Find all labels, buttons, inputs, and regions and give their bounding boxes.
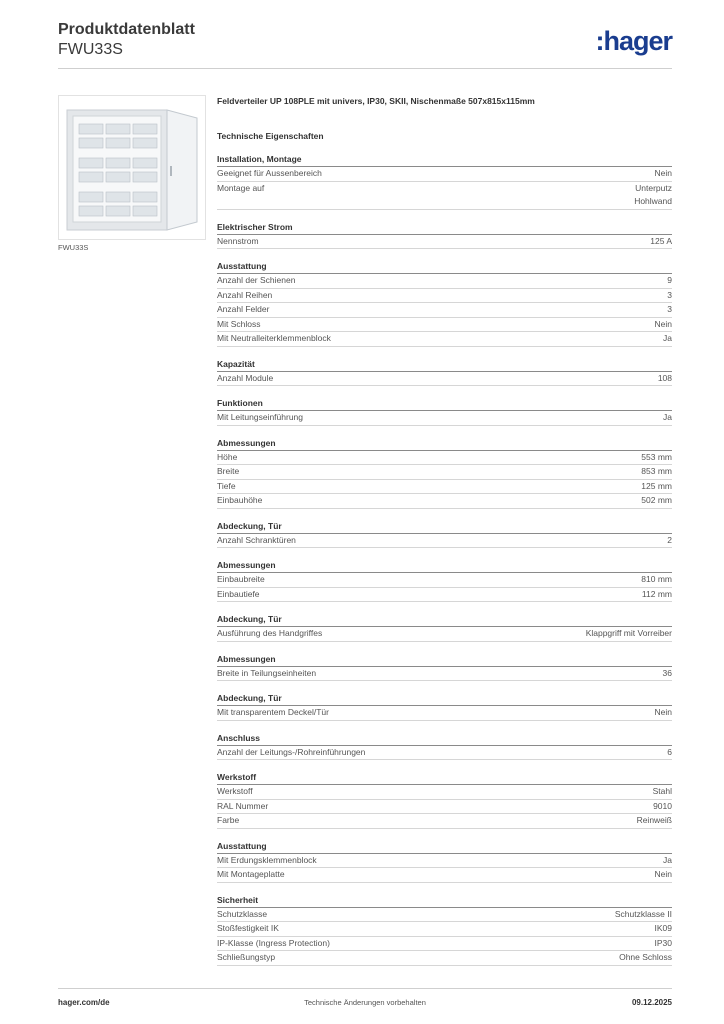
property-section <box>217 894 672 966</box>
property-value: 125 A <box>650 235 672 246</box>
document-title: Produktdatenblatt <box>58 21 195 38</box>
property-row <box>217 372 672 387</box>
property-value: IP30 <box>654 937 672 948</box>
property-value: Klappgriff mit Vorreiber <box>585 628 672 638</box>
property-label: RAL Nummer <box>217 800 269 811</box>
property-value: Schutzklasse II <box>614 908 672 919</box>
property-row <box>217 494 672 509</box>
property-section <box>217 613 672 642</box>
property-value: 125 mm <box>641 480 672 491</box>
property-row <box>217 534 672 549</box>
property-value: 853 mm <box>641 466 672 476</box>
property-row <box>217 785 672 800</box>
footer-date: 09.12.2025 <box>631 998 672 1007</box>
property-label: Breite in Teilungseinheiten <box>217 667 317 678</box>
section-title: Ausstattung <box>217 260 672 274</box>
property-label: Nennstrom <box>217 235 259 246</box>
property-label: Werkstoff <box>217 786 253 796</box>
property-value: Nein <box>654 318 672 329</box>
section-title: Funktionen <box>217 397 672 411</box>
property-label: Anzahl Felder <box>217 304 270 314</box>
footer-website: hager.com/de <box>58 998 110 1007</box>
property-value: Reinweiß <box>636 815 672 825</box>
property-value: 9010 <box>653 800 672 811</box>
property-row <box>217 303 672 318</box>
property-row <box>217 411 672 426</box>
product-details <box>217 95 672 977</box>
property-value: Ja <box>663 333 672 343</box>
property-value: IK09 <box>654 923 672 933</box>
property-section <box>217 559 672 602</box>
property-label: Anzahl Reihen <box>217 289 273 300</box>
property-value: 2 <box>667 534 672 545</box>
property-section <box>217 732 672 761</box>
property-row <box>217 289 672 304</box>
property-value: 553 mm <box>641 451 672 462</box>
property-row <box>217 922 672 937</box>
property-label: Anzahl Module <box>217 372 274 383</box>
property-row <box>217 937 672 952</box>
property-row <box>217 332 672 347</box>
property-section <box>217 221 672 250</box>
property-row <box>217 573 672 588</box>
property-label: Mit Neutralleiterklemmenblock <box>217 333 331 343</box>
section-title: Sicherheit <box>217 894 672 908</box>
properties-list <box>217 153 672 966</box>
property-label: Breite <box>217 466 240 476</box>
property-section <box>217 653 672 682</box>
section-title: Anschluss <box>217 732 672 746</box>
property-label: Anzahl der Schienen <box>217 275 296 285</box>
footer-disclaimer: Technische Änderungen vorbehalten <box>304 998 426 1007</box>
property-row <box>217 318 672 333</box>
page-footer <box>58 988 672 1009</box>
property-section <box>217 771 672 829</box>
property-label: Schließungstyp <box>217 952 276 962</box>
hager-logo: :hager <box>595 26 672 56</box>
section-title: Abdeckung, Tür <box>217 692 672 706</box>
property-row <box>217 274 672 289</box>
property-value: Nein <box>654 168 672 178</box>
property-value: 112 mm <box>641 588 672 599</box>
property-label: Höhe <box>217 451 238 462</box>
property-label: Stoßfestigkeit IK <box>217 923 279 933</box>
property-row <box>217 182 672 210</box>
property-section <box>217 840 672 883</box>
property-value: Ohne Schloss <box>619 952 672 962</box>
property-label: Einbautiefe <box>217 588 260 599</box>
property-label: Geeignet für Aussenbereich <box>217 168 322 178</box>
property-label: Einbauhöhe <box>217 495 263 505</box>
page-header <box>58 20 672 69</box>
property-row <box>217 627 672 642</box>
property-label: Farbe <box>217 815 240 825</box>
property-value: Ja <box>663 412 672 422</box>
property-row <box>217 814 672 829</box>
property-label: Mit Leitungseinführung <box>217 412 304 422</box>
property-row <box>217 854 672 869</box>
property-label: Mit transparentem Deckel/Tür <box>217 707 329 717</box>
property-label: Mit Erdungsklemmenblock <box>217 854 317 865</box>
section-title: Elektrischer Strom <box>217 221 672 235</box>
property-row <box>217 235 672 250</box>
property-label: Anzahl Schranktüren <box>217 534 296 545</box>
section-title: Abmessungen <box>217 559 672 573</box>
property-row <box>217 588 672 603</box>
tech-properties-heading: Technische Eigenschaften <box>217 131 324 141</box>
property-section <box>217 260 672 347</box>
section-title: Abmessungen <box>217 653 672 667</box>
property-label: Mit Montageplatte <box>217 869 285 879</box>
property-section <box>217 692 672 721</box>
property-section <box>217 520 672 549</box>
property-section <box>217 153 672 210</box>
property-value: 3 <box>667 304 672 314</box>
property-section <box>217 437 672 509</box>
property-label: Tiefe <box>217 480 236 491</box>
section-title: Abdeckung, Tür <box>217 613 672 627</box>
section-title: Abmessungen <box>217 437 672 451</box>
property-row <box>217 167 672 182</box>
property-value: Nein <box>654 707 672 717</box>
property-label: Mit Schloss <box>217 318 261 329</box>
property-value: 9 <box>667 275 672 285</box>
image-caption: FWU33S <box>58 243 89 252</box>
property-row <box>217 667 672 682</box>
logo-text: hager <box>603 26 672 56</box>
property-section <box>217 397 672 426</box>
property-value: 36 <box>662 667 672 678</box>
property-row <box>217 451 672 466</box>
property-row <box>217 465 672 480</box>
property-label: Ausführung des Handgriffes <box>217 628 323 638</box>
property-value: Ja <box>663 854 672 865</box>
property-label: Anzahl der Leitungs-/Rohreinführungen <box>217 746 366 757</box>
section-title: Ausstattung <box>217 840 672 854</box>
product-title: Feldverteiler UP 108PLE mit univers, IP30, SKII, Nischenmaße 507x815x115mm <box>217 96 535 106</box>
property-value: 3 <box>667 289 672 300</box>
property-row <box>217 746 672 761</box>
property-value: 108 <box>657 372 672 383</box>
section-title: Abdeckung, Tür <box>217 520 672 534</box>
property-value: Nein <box>654 869 672 879</box>
property-value: 810 mm <box>641 574 672 584</box>
product-image <box>58 95 206 240</box>
property-label: Schutzklasse <box>217 908 268 919</box>
property-label: Einbaubreite <box>217 574 265 584</box>
property-row <box>217 800 672 815</box>
property-row <box>217 908 672 923</box>
property-value: 502 mm <box>641 495 672 505</box>
property-label: Montage auf <box>217 182 265 193</box>
property-row <box>217 706 672 721</box>
product-code: FWU33S <box>58 41 123 58</box>
property-value: 6 <box>667 746 672 757</box>
section-title: Installation, Montage <box>217 153 672 167</box>
section-title: Werkstoff <box>217 771 672 785</box>
section-title: Kapazität <box>217 358 672 372</box>
property-row <box>217 480 672 495</box>
property-label: IP-Klasse (Ingress Protection) <box>217 937 330 948</box>
property-row <box>217 868 672 883</box>
property-value: Unterputz Hohlwand <box>634 182 672 206</box>
property-section <box>217 358 672 387</box>
property-row <box>217 951 672 966</box>
property-value: Stahl <box>652 786 672 796</box>
